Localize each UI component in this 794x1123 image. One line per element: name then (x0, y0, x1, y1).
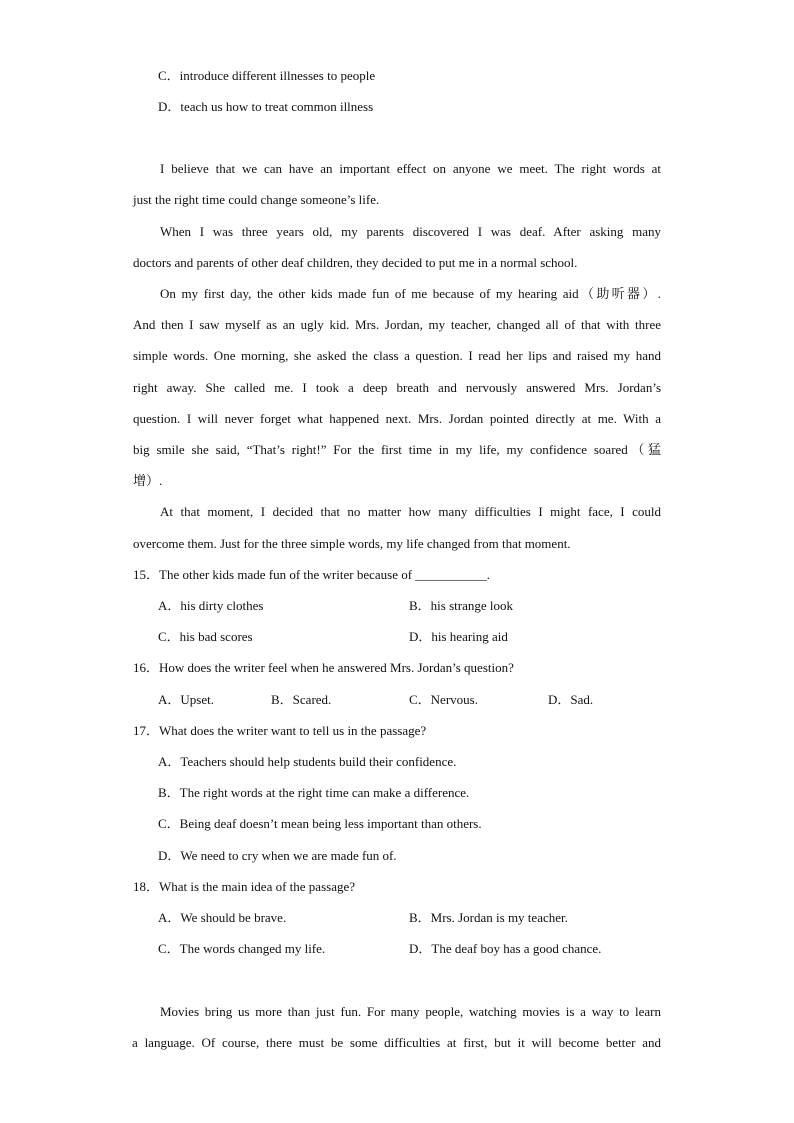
question-15-stem: 15．The other kids made fun of the writer because of ___________. (133, 567, 491, 582)
question-18-option-a[interactable]: A．We should be brave. (158, 910, 287, 925)
question-18-option-d[interactable]: D．The deaf boy has a good chance. (409, 941, 602, 956)
passage-p3-line2: And then I saw myself as an ugly kid. Mrs. Jordan, my teacher, changed all of that with three (133, 317, 661, 332)
question-17-option-c[interactable]: C．Being deaf doesn’t mean being less important than others. (158, 816, 482, 831)
passage-p4-line2: overcome them. Just for the three simple words, my life changed from that moment. (133, 536, 571, 551)
option-d-prev: D．teach us how to treat common illness (158, 99, 374, 114)
question-18-option-c[interactable]: C．The words changed my life. (158, 941, 326, 956)
question-16-stem: 16．How does the writer feel when he answered Mrs. Jordan’s question? (133, 660, 514, 675)
next-passage-line2: a language. Of course, there must be some difficulties at first, but it will become better and (132, 1035, 661, 1050)
passage-p3-line6: big smile she said, “That’s right!” For the first time in my life, my confidence soared（猛 (133, 442, 661, 457)
question-15-option-b[interactable]: B．his strange look (409, 598, 513, 613)
question-17-stem: 17．What does the writer want to tell us in the passage? (133, 723, 427, 738)
next-passage-line1: Movies bring us more than just fun. For many people, watching movies is a way to learn (160, 1004, 661, 1019)
passage-p2-line2: doctors and parents of other deaf children, they decided to put me in a normal school. (133, 255, 578, 270)
question-18-option-b[interactable]: B．Mrs. Jordan is my teacher. (409, 910, 568, 925)
passage-p3-line7: 增）. (133, 473, 163, 488)
question-18-stem: 18．What is the main idea of the passage? (133, 879, 356, 894)
question-15-option-c[interactable]: C．his bad scores (158, 629, 253, 644)
question-16-option-c[interactable]: C．Nervous. (409, 692, 478, 707)
question-17-option-d[interactable]: D．We need to cry when we are made fun of. (158, 848, 397, 863)
passage-p3-line1: On my first day, the other kids made fun of me because of my hearing aid（助听器）. (160, 286, 661, 301)
question-16-option-d[interactable]: D．Sad. (548, 692, 594, 707)
passage-p3-line5: question. I will never forget what happened next. Mrs. Jordan pointed directly at me. With a (133, 411, 661, 426)
question-17-option-a[interactable]: A．Teachers should help students build their confidence. (158, 754, 457, 769)
question-15-option-d[interactable]: D．his hearing aid (409, 629, 508, 644)
passage-p2-line1: When I was three years old, my parents discovered I was deaf. After asking many (160, 224, 661, 239)
passage-p1-line2: just the right time could change someone’s life. (133, 192, 380, 207)
passage-p1-line1: I believe that we can have an important effect on anyone we meet. The right words at (160, 161, 661, 176)
passage-p3-line4: right away. She called me. I took a deep breath and nervously answered Mrs. Jordan’s (133, 380, 661, 395)
passage-p4-line1: At that moment, I decided that no matter how many difficulties I might face, I could (160, 504, 661, 519)
question-16-option-b[interactable]: B．Scared. (271, 692, 332, 707)
question-17-option-b[interactable]: B．The right words at the right time can make a difference. (158, 785, 470, 800)
question-15-option-a[interactable]: A．his dirty clothes (158, 598, 264, 613)
passage-p3-line3: simple words. One morning, she asked the class a question. I read her lips and raised my hand (133, 348, 661, 363)
question-16-option-a[interactable]: A．Upset. (158, 692, 214, 707)
option-c-prev: C．introduce different illnesses to people (158, 68, 376, 83)
